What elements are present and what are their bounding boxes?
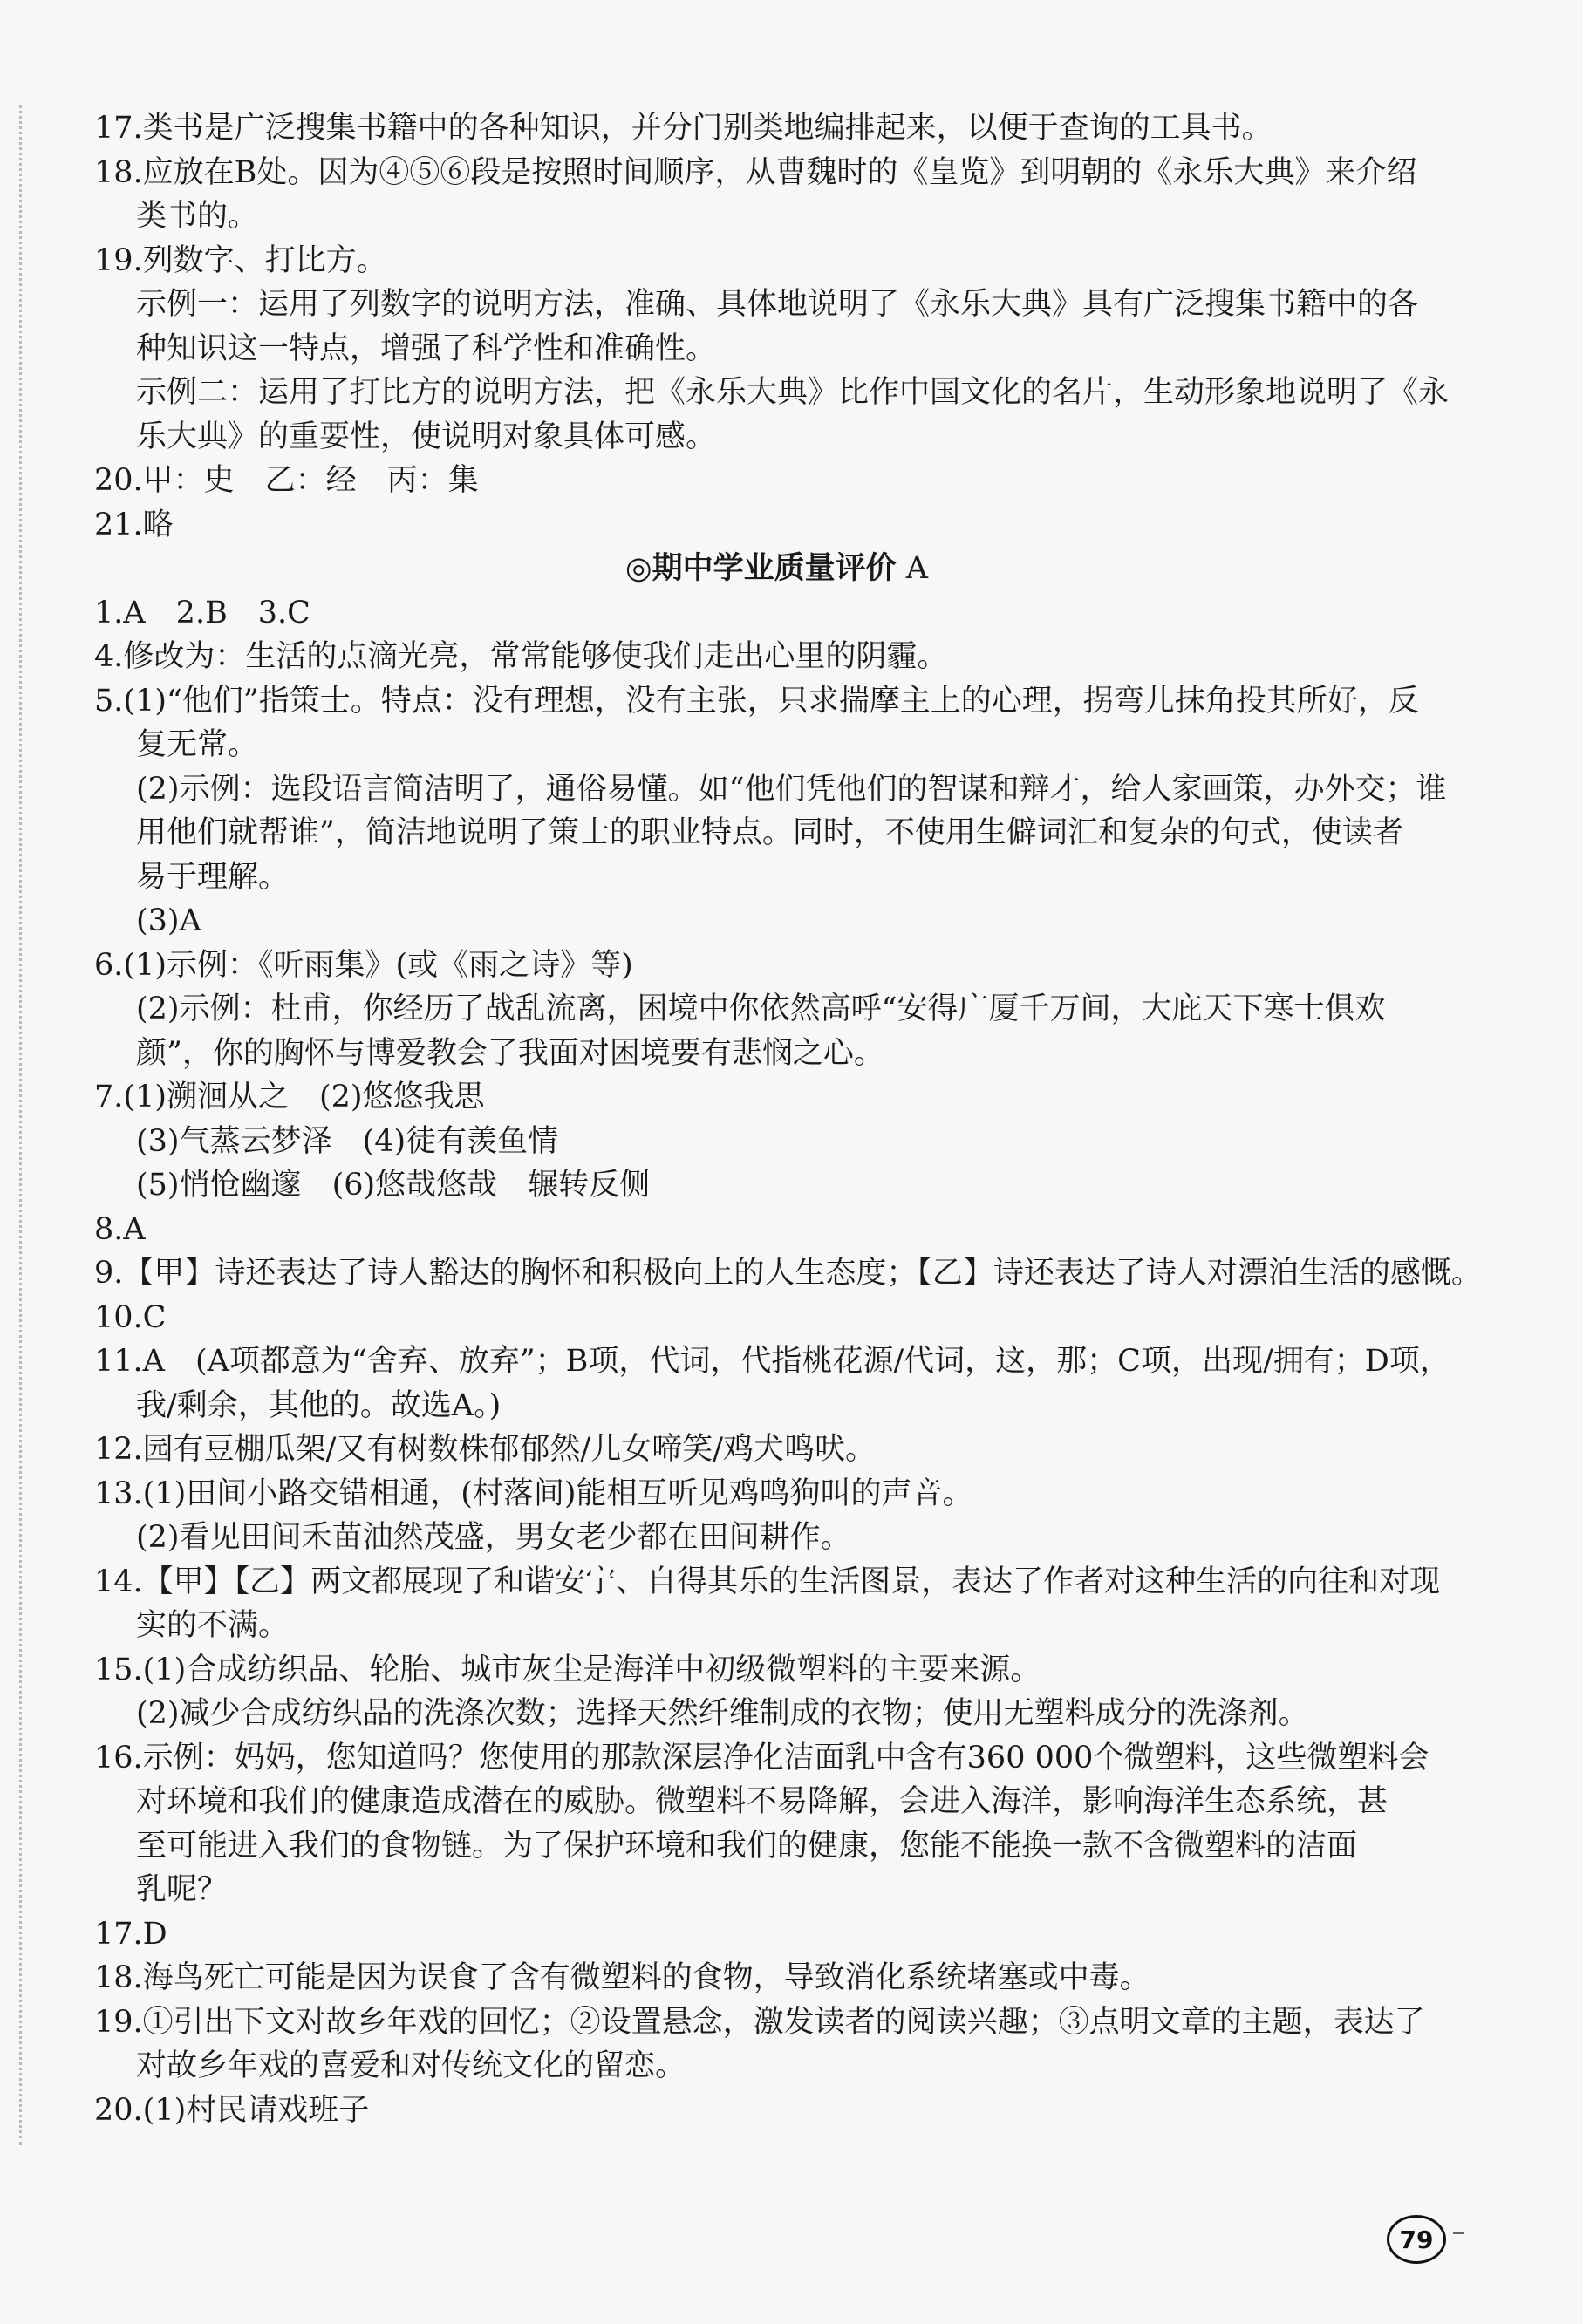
answer-line: 易于理解。 [136,859,290,895]
answer-line: 7.(1)溯洄从之 (2)悠悠我思 [94,1080,485,1114]
answer-line: 20.(1)村民请戏班子 [94,2092,370,2128]
answer-line: 复无常。 [136,727,259,762]
answer-line: (2)看见田间禾苗油然茂盛，男女老少都在田间耕作。 [136,1520,851,1555]
answer-line: (2)示例：杜甫，你经历了战乱流离，困境中你依然高呼“安得广厦千万间，大庇天下寒士俱欢 [136,992,1386,1026]
answer-line: 14.【甲】【乙】两文都展现了和谐安宁、自得其乐的生活图景，表达了作者对这种生活的向往和对现 [94,1564,1441,1599]
page-number: 79 [1399,2225,1434,2254]
answer-line: 21.略 [94,507,174,542]
answer-line: 对环境和我们的健康造成潜在的威胁。微塑料不易降解，会进入海洋，影响海洋生态系统，甚 [136,1784,1389,1819]
answer-page-content [94,106,1482,2132]
answer-line: 用他们就帮谁”，简洁地说明了策士的职业特点。同时，不使用生僻词汇和复杂的句式，使读者 [136,815,1403,850]
answer-line: 类书的。 [136,199,259,234]
answer-line: 18.应放在B处。因为④⑤⑥段是按照时间顺序，从曹魏时的《皇览》到明朝的《永乐大典》来介绍 [94,154,1417,190]
answer-line: 12.园有豆棚瓜架/又有树数株郁郁然/儿女啼笑/鸡犬鸣吠。 [94,1432,877,1467]
answer-line: 1.A 2.B 3.C [94,595,310,630]
page-number-badge [1387,2215,1446,2264]
answer-line: 16.示例：妈妈，您知道吗？您使用的那款深层净化洁面乳中含有360 000个微塑料，这些微塑料会 [94,1740,1429,1775]
answer-line: 20.甲：史 乙：经 丙：集 [94,463,479,498]
answer-line: 19.列数字、打比方。 [94,242,387,278]
answer-line: 15.(1)合成纺织品、轮胎、城市灰尘是海洋中初级微塑料的主要来源。 [94,1652,1041,1687]
answer-line: 17.D [94,1916,167,1952]
answer-line: 颜”，你的胸怀与博爱教会了我面对困境要有悲悯之心。 [136,1035,884,1071]
answer-line: 示例一：运用了列数字的说明方法，准确、具体地说明了《永乐大典》具有广泛搜集书籍中的各 [136,287,1419,322]
answer-line: 8.A [94,1211,146,1247]
answer-line: (2)示例：选段语言简洁明了，通俗易懂。如“他们凭他们的智谋和辩才，给人家画策，办外交；谁 [136,771,1447,807]
answer-line: 种知识这一特点，增强了科学性和准确性。 [136,331,717,366]
binding-margin-dotted-line [19,105,22,2145]
answer-line: 实的不满。 [136,1608,290,1643]
circle-symbol: ◎ [625,550,652,586]
answer-line: 9.【甲】诗还表达了诗人豁达的胸怀和积极向上的人生态度；【乙】诗还表达了诗人对漂泊生活的感慨。 [94,1256,1482,1291]
answer-line: 至可能进入我们的食物链。为了保护环境和我们的健康，您能不能换一款不含微塑料的洁面 [136,1828,1358,1864]
answer-line: 13.(1)田间小路交错相通，(村落间)能相互听见鸡鸣狗叫的声音。 [94,1476,973,1511]
page-number-dash [1453,2232,1464,2234]
answer-line: 示例二：运用了打比方的说明方法，把《永乐大典》比作中国文化的名片，生动形象地说明了《永 [136,375,1450,410]
answer-line: 11.A (A项都意为“舍弃、放弃”；B项，代词，代指桃花源/代词，这，那；C项，出现/拥有；D项， [94,1344,1450,1379]
answer-line: 17.类书是广泛搜集书籍中的各种知识，并分门别类地编排起来，以便于查询的工具书。 [94,111,1273,146]
answer-line: (3)A [136,903,201,938]
answer-line: 乳呢？ [136,1872,229,1907]
answer-line: 10.C [94,1299,167,1335]
answer-line: 我/剩余，其他的。故选A。) [136,1387,502,1423]
answer-line: 5.(1)“他们”指策士。特点：没有理想，没有主张，只求揣摩主上的心理，拐弯儿抹角投其所好，反 [94,683,1419,719]
answer-line: (3)气蒸云梦泽 (4)徒有羡鱼情 [136,1123,559,1159]
section-title-suffix: A [896,551,928,586]
answer-line: 乐大典》的重要性，使说明对象具体可感。 [136,419,717,454]
answer-line: 6.(1)示例：《听雨集》(或《雨之诗》等) [94,947,633,983]
answer-line: (2)减少合成纺织品的洗涤次数；选择天然纤维制成的衣物；使用无塑料成分的洗涤剂。 [136,1696,1309,1731]
section-title: 期中学业质量评价 [652,550,897,586]
section-heading [94,547,1459,591]
answer-line: 19.①引出下文对故乡年戏的回忆；②设置悬念，激发读者的阅读兴趣；③点明文章的主题，表达了 [94,2004,1425,2040]
answer-line: 对故乡年戏的喜爱和对传统文化的留恋。 [136,2048,686,2083]
answer-line: 18.海鸟死亡可能是因为误食了含有微塑料的食物，导致消化系统堵塞或中毒。 [94,1960,1150,1995]
answer-line: (5)悄怆幽邃 (6)悠哉悠哉 辗转反侧 [136,1168,651,1203]
answer-line: 4.修改为：生活的点滴光亮，常常能够使我们走出心里的阴霾。 [94,639,948,674]
